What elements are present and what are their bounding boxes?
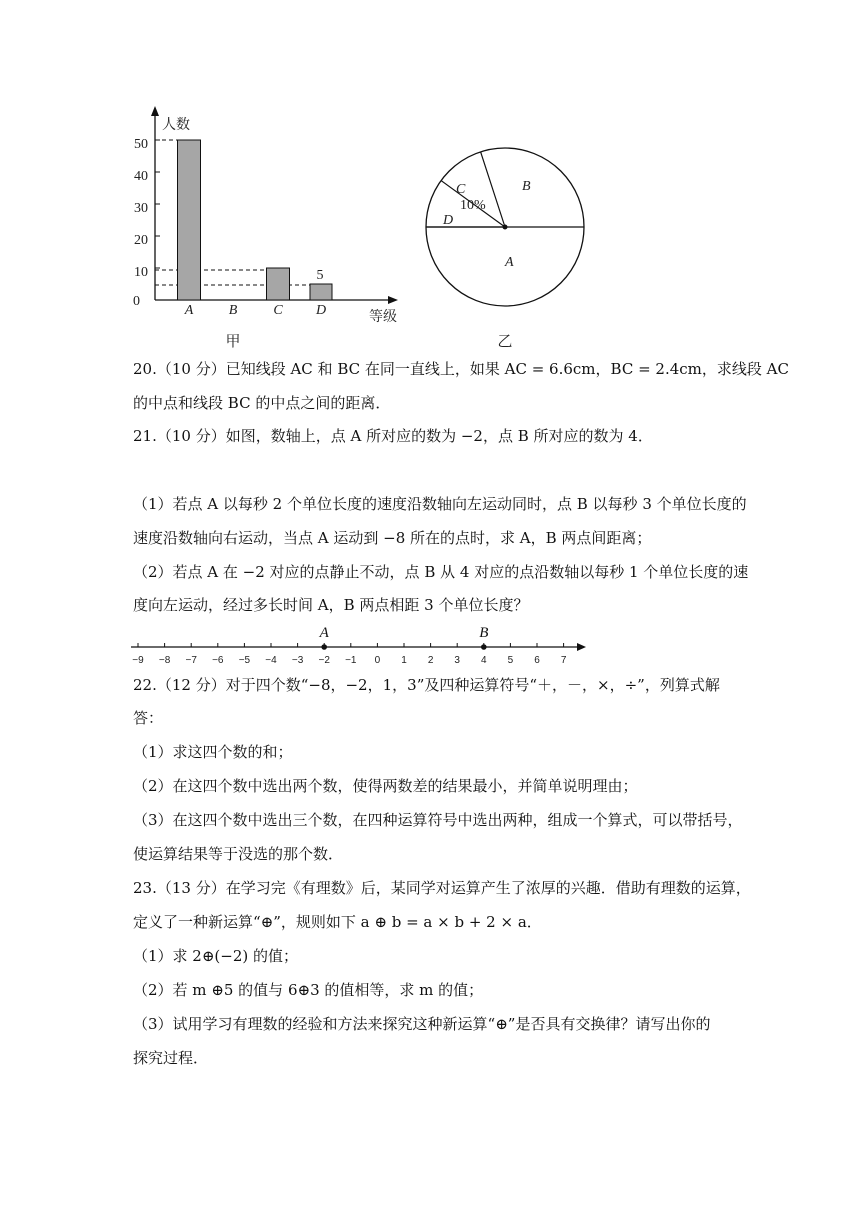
number-line-tick-label: 2 [427,655,434,666]
number-line-tick-label: 4 [481,655,487,666]
x-axis-label: 等级 [369,309,397,325]
figure-area [0,0,860,360]
q20-line-2: 的中点和线段 BC 的中点之间的距离． [133,394,391,412]
pie-center [503,225,508,230]
q21-part1-line-2: 速度沿数轴向右运动，当点 A 运动到 −8 所在的点时，求 A，B 两点间距离； [133,529,652,547]
y-tick-label: 10 [134,265,148,280]
q21-part1-line-1: （1）若点 A 以每秒 2 个单位长度的速度沿数轴向左运动同时，点 B 以每秒 3 个单位长度的 [133,495,747,513]
category-label: D [315,303,327,318]
bar-c [267,268,290,300]
q22-part3-line-2: 使运算结果等于没选的那个数． [133,845,344,863]
number-line-arrow-icon [577,643,586,651]
category-label: A [184,303,194,318]
number-line-tick-label: −3 [291,655,304,666]
q23-part1: （1）求 2⊕(−2) 的值； [133,947,299,965]
q23-part3-line-1: （3）试用学习有理数的经验和方法来探究这种新运算“⊕”是否具有交换律？请写出你的 [133,1015,711,1033]
bar-chart [133,106,398,350]
category-label: C [273,303,283,318]
bars-group [178,140,333,300]
number-line-tick-label: −4 [265,655,277,666]
pie-divider [481,152,505,227]
number-line-tick-label: −5 [238,655,251,666]
q22-part1: （1）求这四个数的和； [133,743,293,761]
pie-label-c: C [456,182,466,197]
category-label: B [228,303,238,318]
figures-svg [0,0,860,360]
number-line-tick-label: −7 [185,655,197,666]
bar-a [178,140,201,300]
y-tick-label: 0 [133,294,140,309]
number-line-tick-label: −8 [158,655,171,666]
number-line-tick-label: 3 [454,655,460,666]
q23-part3-line-2: 探究过程． [133,1049,209,1067]
y-axis-label: 人数 [162,117,190,133]
pie-label-b: B [522,179,531,194]
q23-part2: （2）若 m ⊕5 的值与 6⊕3 的值相等，求 m 的值； [133,981,484,999]
number-line-tick-label: 5 [507,655,514,666]
q21-part2-line-2: 度向左运动，经过多长时间 A，B 两点相距 3 个单位长度？ [133,596,529,614]
q22-part3-line-1: （3）在这四个数中选出三个数，在四种运算符号中选出两种，组成一个算式，可以带括号， [133,811,743,829]
q23-line-1: 23.（13 分）在学习完《有理数》后，某同学对运算产生了浓厚的兴趣．借助有理数的运算， [133,879,751,897]
q22-line-1: 22.（12 分）对于四个数“−8，−2，1，3”及四种运算符号“＋，－，×，÷”，列算式解 [133,676,720,694]
y-tick-label: 20 [134,233,148,248]
q20-line-1: 20.（10 分）已知线段 AC 和 BC 在同一直线上，如果 AC = 6.6cm，BC = 2.4cm，求线段 AC [133,360,789,378]
q21-line-1: 21.（10 分）如图，数轴上，点 A 所对应的数为 −2，点 B 所对应的数为 4． [133,427,653,445]
q22-line-2: 答： [133,709,164,727]
number-line-tick-label: 7 [560,655,567,666]
number-line-tick-label: 1 [401,655,407,666]
q22-part2: （2）在这四个数中选出两个数，使得两数差的结果最小，并简单说明理由； [133,777,638,795]
y-tick-label: 30 [134,201,148,216]
number-line-tick-label: 0 [374,655,381,666]
figure-caption-yi: 乙 [497,332,513,350]
number-line-tick-label: −1 [345,655,357,666]
bar-d [310,284,332,300]
number-line-tick-label: −2 [318,655,330,666]
y-tick-label: 50 [134,137,148,152]
point-b-dot [481,644,487,650]
bar-d-value-label: 5 [316,268,324,283]
q23-line-2: 定义了一种新运算“⊕”，规则如下 a ⊕ b = a × b + 2 × a． [133,913,542,931]
y-tick-group [133,137,160,309]
pie-chart [426,148,584,350]
point-b-label: B [479,625,489,641]
pie-label-d: D [443,213,454,228]
number-line-tick-label: −9 [132,655,144,666]
q21-part2-line-1: （2）若点 A 在 −2 对应的点静止不动，点 B 从 4 对应的点沿数轴以每秒 1 个单位长度的速 [133,563,749,581]
x-axis-arrow-icon [388,296,398,304]
number-line [0,615,860,670]
pie-label-c-percent: 10% [460,198,486,213]
point-a-dot [321,644,327,650]
point-a-label: A [319,625,329,641]
number-line-tick-label: −6 [212,655,224,666]
y-axis-arrow-icon [151,106,159,116]
pie-label-a: A [505,255,514,270]
figure-caption-jia: 甲 [225,332,241,350]
y-tick-label: 40 [134,169,148,184]
number-line-tick-label: 6 [534,655,540,666]
